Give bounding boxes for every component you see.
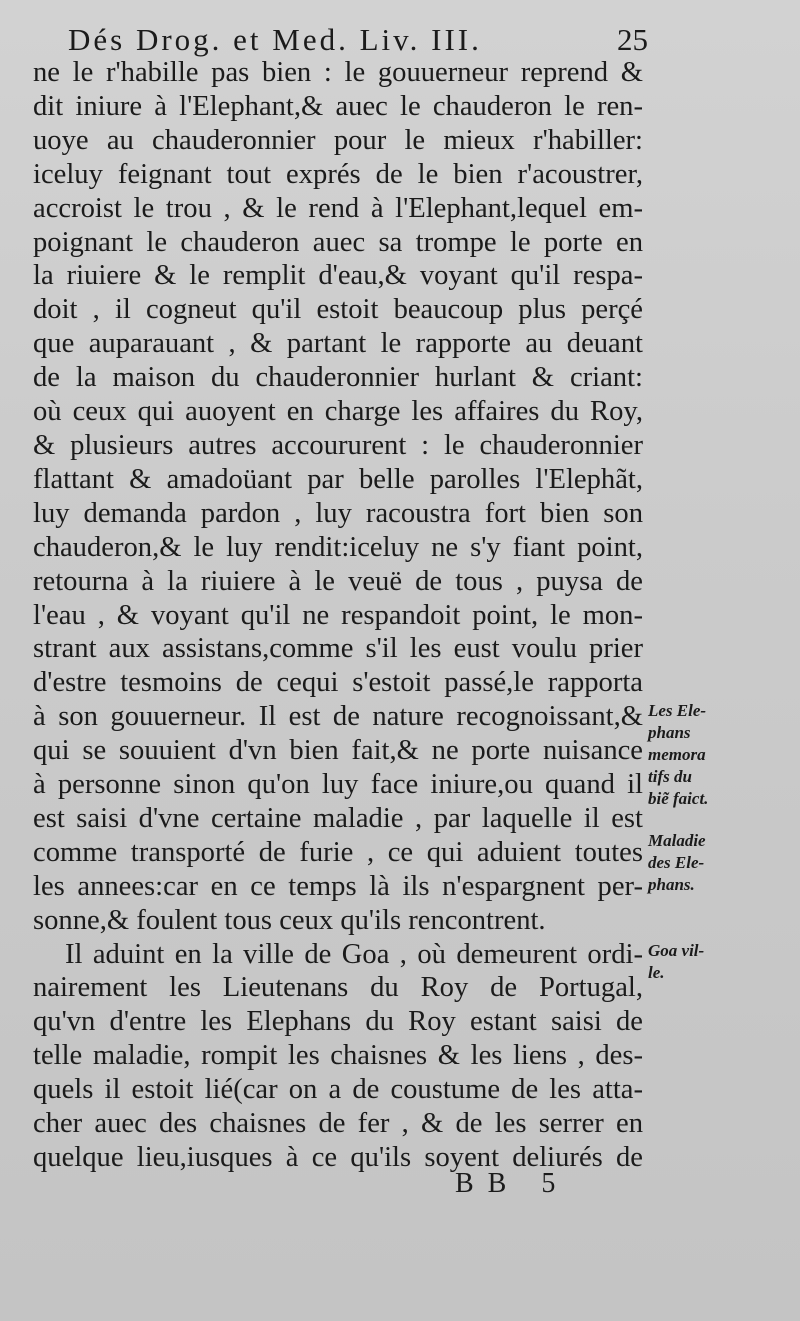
text-line: les annees:car en ce temps là ils n'espargnent per- [33,870,643,902]
text-line: qu'vn d'entre les Elephans du Roy estant saisi de [33,1006,643,1038]
body-text [33,56,643,1175]
text-line: à personne sinon qu'on luy face iniure,ou quand il [33,769,643,801]
running-header [68,22,648,56]
text-line: que auparauant , & partant le rapporte au deuant [33,328,643,360]
text-line: flattant & amadoüant par belle parolles l'Elephãt, [33,463,643,495]
text-line: accroist le trou , & le rend à l'Elephant,lequel em- [33,192,643,224]
text-line: chauderon,& le luy rendit:iceluy ne s'y fiant point, [33,531,643,563]
margin-note-goa [648,940,748,984]
margin-note-line: phans [648,723,691,742]
margin-note-line: memora [648,745,706,764]
signature-mark: BB 5 [455,1168,570,1199]
text-line: iceluy feignant tout exprés de le bien r'acoustrer, [33,158,643,190]
text-line: poignant le chauderon auec sa trompe le porte en [33,226,643,258]
margin-note-line: le. [648,963,665,982]
text-line: la riuiere & le remplit d'eau,& voyant qu'il respa- [33,260,643,292]
paragraph-start-line: Il aduint en la ville de Goa , où demeurent ordi- [65,938,643,970]
text-line: strant aux assistans,comme s'il les eust voulu prier [33,633,643,665]
margin-note-line: biẽ faict. [648,789,709,808]
text-line: d'estre tesmoins de cequi s'estoit passé,le rapporta [33,667,643,699]
text-line: dit iniure à l'Elephant,& auec le chauderon le ren- [33,90,643,122]
text-line: nairement les Lieutenans du Roy de Portugal, [33,972,643,1004]
text-line: quels il estoit lié(car on a de coustume de les atta- [33,1074,643,1106]
text-line: comme transporté de furie , ce qui aduient toutes [33,836,643,868]
page-number: 25 [617,22,648,57]
margin-note-elephant-disease [648,830,748,896]
text-line: est saisi d'vne certaine maladie , par laquelle il est [33,802,643,834]
text-line: à son gouuerneur. Il est de nature recognoissant,& [33,701,643,733]
text-line: de la maison du chauderonnier hurlant & criant: [33,362,643,394]
text-line: luy demanda pardon , luy racoustra fort bien son [33,497,643,529]
text-line: ne le r'habille pas bien : le gouuerneur reprend & [33,57,643,88]
margin-note-line: phans. [648,875,695,894]
margin-note-line: tifs du [648,767,692,786]
text-line: retourna à la riuiere à le veuë de tous , puysa de [33,565,643,597]
text-line: & plusieurs autres accoururent : le chauderonnier [33,429,643,461]
text-line: telle maladie, rompit les chaisnes & les liens , des- [33,1040,643,1072]
text-line: où ceux qui auoyent en charge les affaires du Roy, [33,396,643,428]
text-line: quelque lieu,iusques à ce qu'ils soyent deliurés de [33,1142,643,1173]
text-line: doit , il cogneut qu'il estoit beaucoup plus perçé [33,294,643,326]
margin-note-line: des Ele- [648,853,705,872]
text-line: l'eau , & voyant qu'il ne respandoit point, le mon- [33,599,643,631]
text-line: uoye au chauderonnier pour le mieux r'habiller: [33,124,643,156]
margin-note-line: Les Ele- [648,701,707,720]
running-title: Dés Drog. et Med. Liv. III. [68,22,482,57]
text-line: sonne,& foulent tous ceux qu'ils rencontrent. [33,904,546,936]
text-line: qui se souuient d'vn bien fait,& ne porte nuisance [33,735,643,767]
text-line: cher auec des chaisnes de fer , & de les serrer en [33,1108,643,1140]
margin-note-line: Maladie [648,831,706,850]
margin-note-elephants-memory [648,700,748,810]
margin-note-line: Goa vil- [648,941,705,960]
